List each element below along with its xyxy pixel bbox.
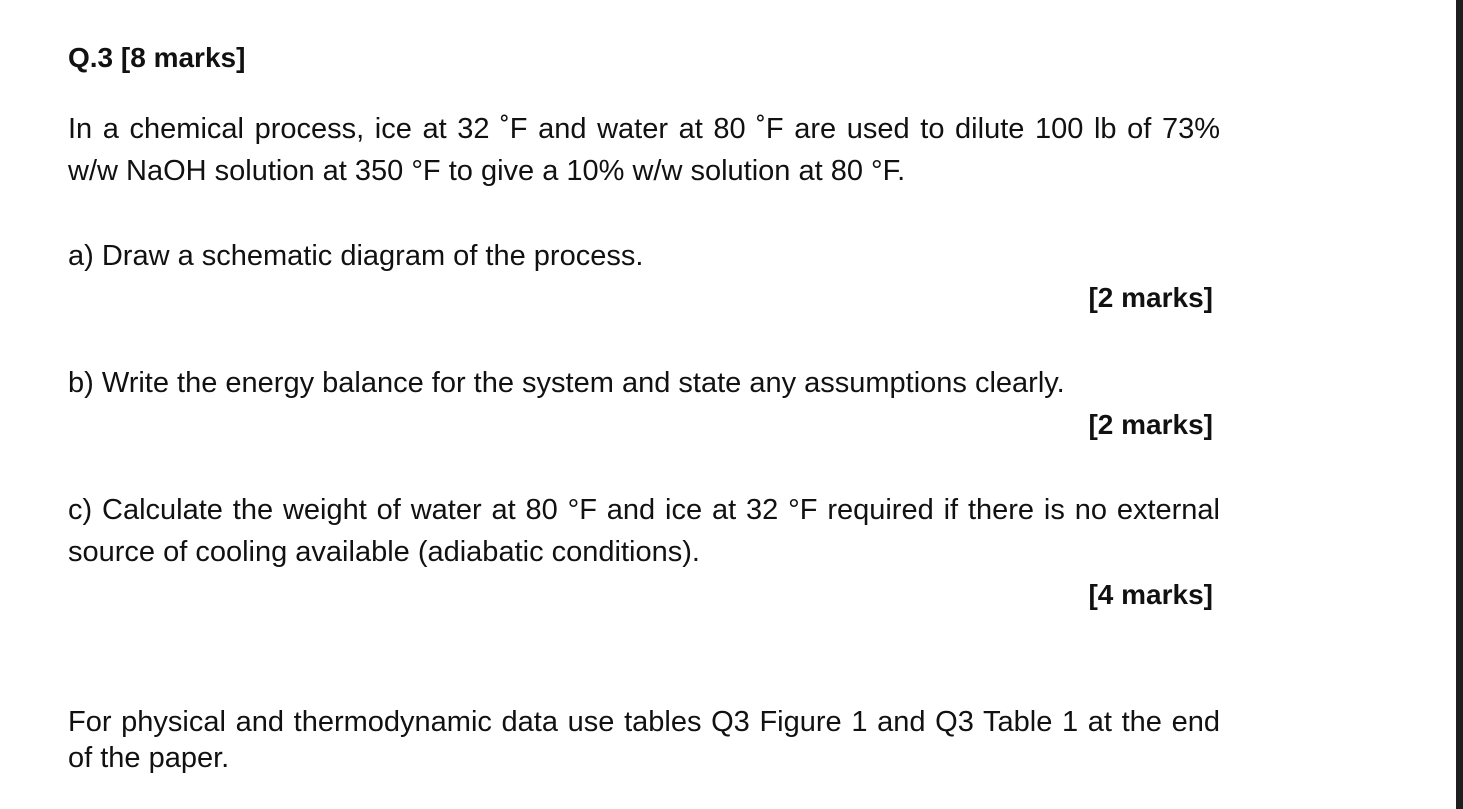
part-b-text: b) Write the energy balance for the system and state any assumptions clearly.: [68, 367, 1065, 399]
question-intro: In a chemical process, ice at 32 ˚F and water at 80 ˚F are used to dilute 100 lb of 73% w/w NaOH solution at 350 °F to give a 10% w/w solution at 80 °F.: [68, 113, 1220, 187]
part-b-marks: [2 marks]: [1088, 409, 1213, 440]
part-c-text: c) Calculate the weight of water at 80 °F and ice at 32 °F required if there is no external source of cooling available (adiabatic conditions).: [68, 494, 1220, 568]
part-c-marks: [4 marks]: [1088, 579, 1213, 610]
part-a-marks: [2 marks]: [1088, 282, 1213, 313]
question-heading: Q.3 [8 marks]: [68, 42, 246, 73]
part-a-text: a) Draw a schematic diagram of the process.: [68, 240, 644, 272]
window-edge: [1456, 0, 1463, 809]
footer-note: For physical and thermodynamic data use tables Q3 Figure 1 and Q3 Table 1 at the end of the paper.: [68, 706, 1220, 774]
